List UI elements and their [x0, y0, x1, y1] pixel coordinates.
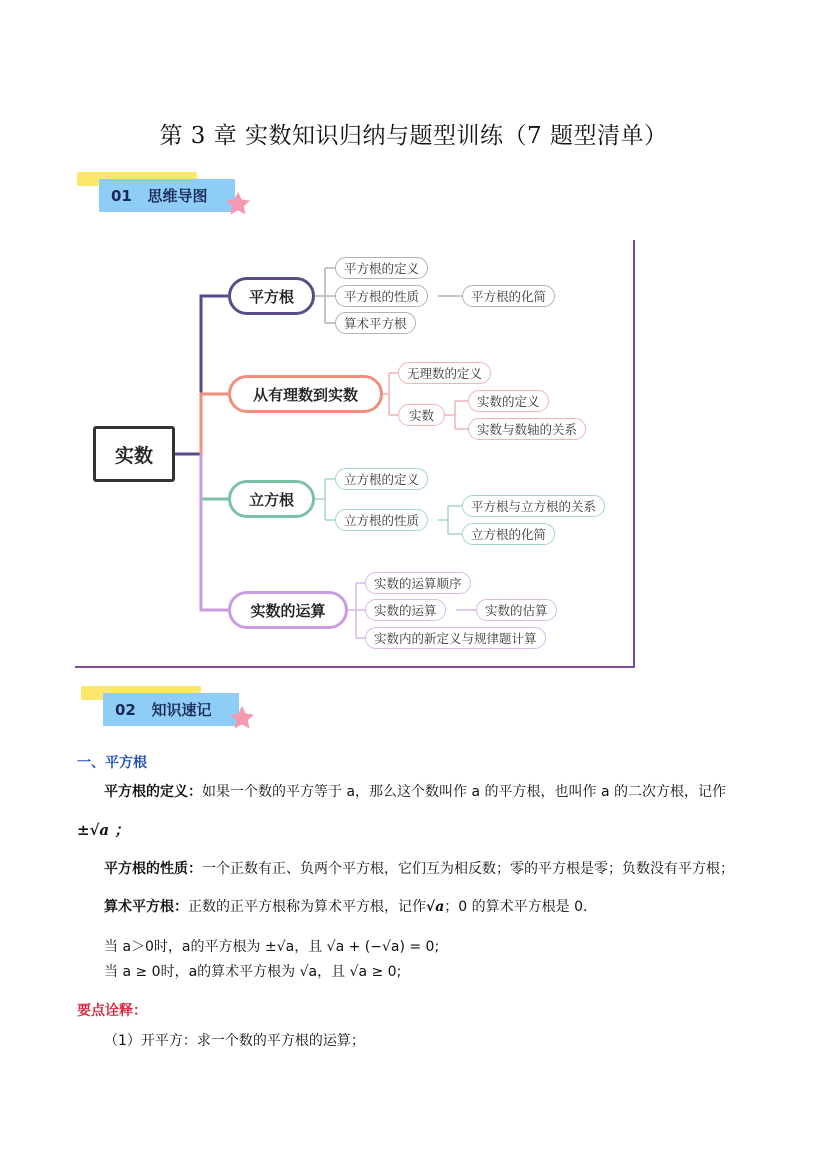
arithmetic-root-term: 算术平方根： [104, 899, 188, 915]
section-number: 01 [111, 187, 132, 205]
section-title: 知识速记 [151, 701, 212, 719]
definition-paragraph [104, 782, 726, 802]
page-title: 第 3 章 实数知识归纳与题型训练（7 题型清单） [159, 123, 668, 149]
node-real-definition: 实数的定义 [468, 390, 549, 412]
node-real-operations: 实数的运算 [365, 599, 446, 621]
node-square-root-simplify: 平方根的化简 [462, 285, 555, 307]
star-icon [228, 704, 256, 732]
key-point-1: （1）开平方：求一个数的平方根的运算； [104, 1033, 365, 1049]
section-header-mindmap [77, 172, 257, 224]
section-header-notes [81, 686, 261, 738]
branch-real-operations: 实数的运算 [228, 591, 348, 629]
key-points-heading: 要点诠释： [77, 1003, 147, 1019]
arithmetic-root-paragraph [104, 897, 587, 917]
node-cube-root-definition: 立方根的定义 [335, 468, 428, 490]
node-cube-root-simplify: 立方根的化简 [462, 523, 555, 545]
section-heading: 一、平方根 [77, 755, 147, 771]
branch-cube-root: 立方根 [228, 480, 315, 518]
definition-formula: ±√a ； [77, 821, 130, 839]
node-new-definition-calc: 实数内的新定义与规律题计算 [365, 627, 546, 649]
definition-term: 平方根的定义： [104, 784, 202, 800]
section-number: 02 [115, 701, 136, 719]
formula-line-positive: 当 a＞0时，a的平方根为 ±√a，且 √a + (−√a) = 0; [104, 939, 440, 955]
node-cube-root-properties: 立方根的性质 [335, 509, 428, 531]
node-real-number: 实数 [398, 404, 445, 426]
section-header-label [111, 185, 208, 206]
property-paragraph [104, 859, 734, 879]
section-header-label [115, 699, 212, 720]
formula-line-nonnegative: 当 a ≥ 0时，a的算术平方根为 √a，且 √a ≥ 0; [104, 964, 402, 980]
node-real-number-line: 实数与数轴的关系 [468, 418, 586, 440]
arithmetic-root-text: 正数的正平方根称为算术平方根，记作 [188, 899, 426, 915]
mindmap-root: 实数 [93, 426, 175, 482]
arithmetic-root-text-end: ；0 的算术平方根是 0. [444, 899, 588, 915]
property-term: 平方根的性质： [104, 861, 202, 877]
star-icon [224, 190, 252, 218]
node-square-root-properties: 平方根的性质 [335, 285, 428, 307]
node-real-estimation: 实数的估算 [476, 599, 557, 621]
mind-map [75, 240, 635, 668]
section-title: 思维导图 [147, 187, 208, 205]
node-arithmetic-square-root: 算术平方根 [335, 312, 416, 334]
property-text: 一个正数有正、负两个平方根，它们互为相反数；零的平方根是零；负数没有平方根； [202, 861, 734, 877]
branch-square-root: 平方根 [228, 277, 315, 315]
node-square-cube-relation: 平方根与立方根的关系 [462, 495, 605, 517]
node-operation-order: 实数的运算顺序 [365, 572, 471, 594]
arithmetic-root-formula: √a [426, 899, 445, 915]
definition-text: 如果一个数的平方等于 a，那么这个数叫作 a 的平方根，也叫作 a 的二次方根，记作 [202, 784, 726, 800]
node-irrational-definition: 无理数的定义 [398, 362, 491, 384]
node-square-root-definition: 平方根的定义 [335, 257, 428, 279]
branch-rational-to-real: 从有理数到实数 [228, 375, 383, 413]
